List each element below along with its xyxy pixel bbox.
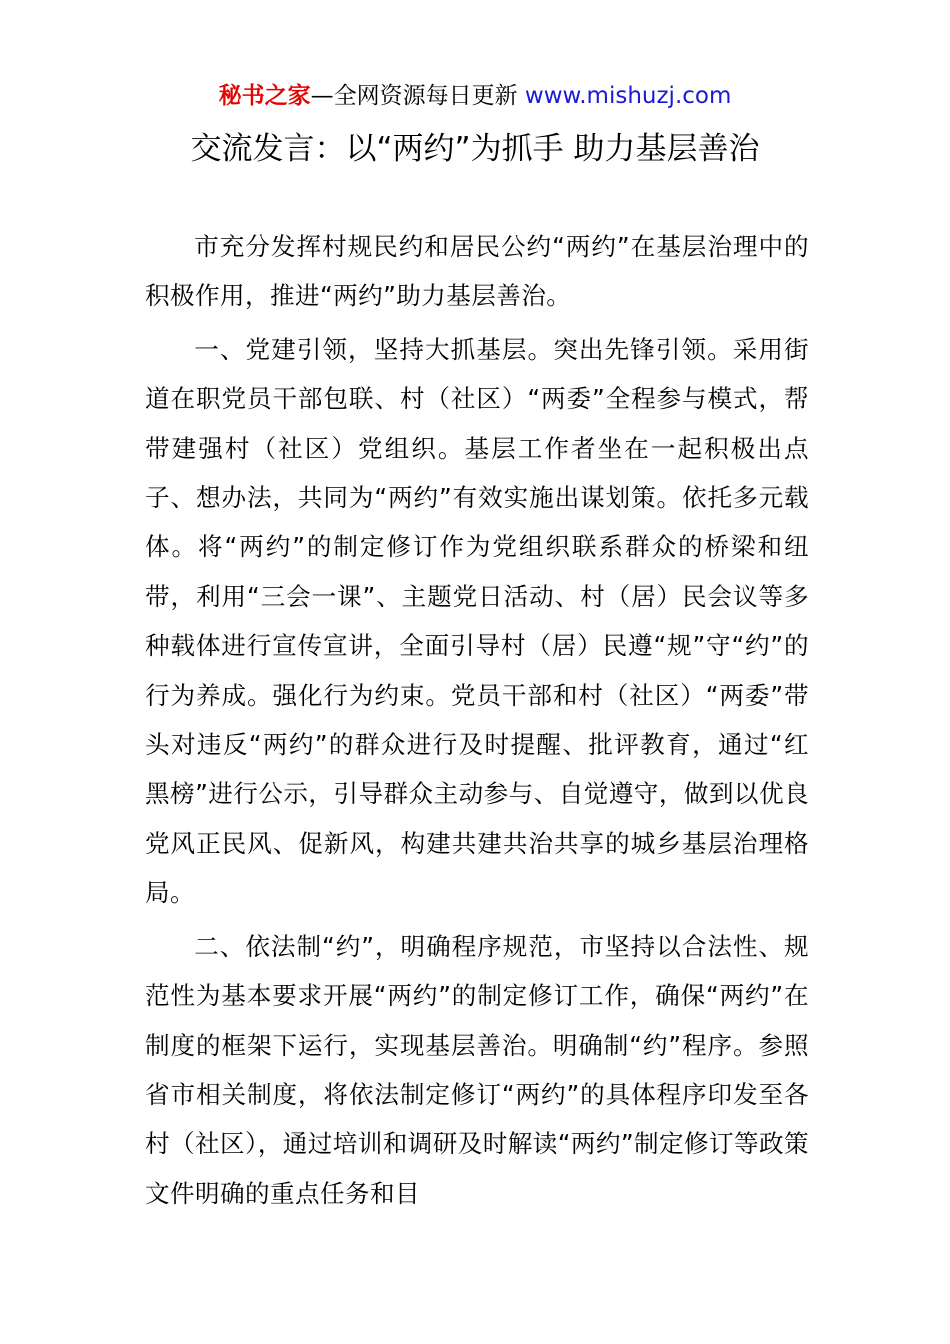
paragraph-section-two: 二、依法制“约”，明确程序规范，市坚持以合法性、规范性为基本要求开展“两约”的制定修订工作，确保“两约”在制度的框架下运行，实现基层善治。明确制“约”程序。参照省市相关制度，将依法制定修订“两约”的具体程序印发至各村（社区），通过培训和调研及时解读“两约”制定修订等政策文件明确的重点任务和目 (145, 931, 809, 1208)
site-header (0, 80, 950, 112)
site-url-link[interactable]: www.mishuzj.com (524, 83, 732, 109)
document-title: 交流发言：以“两约”为抓手 助力基层善治 (190, 131, 760, 167)
paragraph-intro: 市充分发挥村规民约和居民公约“两约”在基层治理中的积极作用，推进“两约”助力基层善治。 (145, 232, 809, 311)
paragraph-section-one: 一、党建引领，坚持大抓基层。突出先锋引领。采用街道在职党员干部包联、村（社区）“两委”全程参与模式，帮带建强村（社区）党组织。基层工作者坐在一起积极出点子、想办法，共同为“两约”有效实施出谋划策。依托多元载体。将“两约”的制定修订作为党组织联系群众的桥梁和纽带，利用“三会一课”、主题党日活动、村（居）民会议等多种载体进行宣传宣讲，全面引导村（居）民遵“规”守“约”的行为养成。强化行为约束。党员干部和村（社区）“两委”带头对违反“两约”的群众进行及时提醒、批评教育，通过“红黑榜”进行公示，引导群众主动参与、自觉遵守，做到以优良党风正民风、促新风，构建共建共治共享的城乡基层治理格局。 (145, 334, 809, 908)
brand-name: 秘书之家 (218, 83, 311, 109)
document-body (145, 222, 809, 1218)
header-slogan: —全网资源每日更新 (310, 83, 525, 109)
